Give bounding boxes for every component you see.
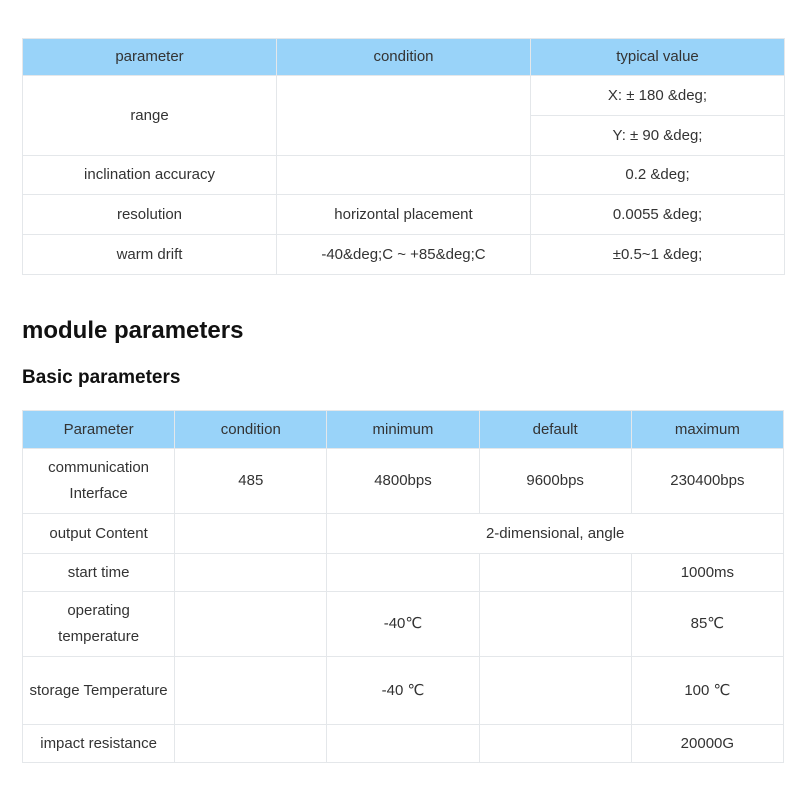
table-row <box>23 592 784 657</box>
cell-condition: -40&deg;C ~ +85&deg;C <box>277 235 531 275</box>
cell-condition <box>277 156 531 195</box>
range-x-value: X: ± 180 &deg; <box>531 76 785 116</box>
cell-default: 9600bps <box>479 449 631 514</box>
table-row <box>23 514 784 554</box>
table-row <box>23 449 784 514</box>
cell-parameter: warm drift <box>23 235 277 275</box>
cell-minimum: -40 ℃ <box>327 657 479 725</box>
table-row <box>23 657 784 725</box>
range-y-value: Y: ± 90 &deg; <box>531 116 785 156</box>
header-minimum: minimum <box>327 411 479 449</box>
cell-condition <box>175 592 327 657</box>
cell-parameter: resolution <box>23 195 277 235</box>
table-header-row <box>23 39 785 76</box>
header-parameter: Parameter <box>23 411 175 449</box>
cell-maximum: 85℃ <box>631 592 783 657</box>
table-row <box>23 76 785 116</box>
cell-parameter: start time <box>23 554 175 592</box>
cell-condition <box>175 725 327 763</box>
cell-parameter: operating temperature <box>23 592 175 657</box>
cell-default <box>479 554 631 592</box>
cell-maximum: 230400bps <box>631 449 783 514</box>
cell-parameter: inclination accuracy <box>23 156 277 195</box>
range-label: range <box>23 76 277 156</box>
header-condition: condition <box>277 39 531 76</box>
cell-default <box>479 592 631 657</box>
subsection-title: Basic parameters <box>22 367 181 388</box>
cell-condition: 485 <box>175 449 327 514</box>
cell-value: 2-dimensional, angle <box>327 514 784 554</box>
header-maximum: maximum <box>631 411 783 449</box>
cell-minimum: -40℃ <box>327 592 479 657</box>
cell-value: 0.2 &deg; <box>531 156 785 195</box>
section-title: module parameters <box>22 317 244 344</box>
cell-maximum: 1000ms <box>631 554 783 592</box>
cell-maximum: 20000G <box>631 725 783 763</box>
cell-value: 0.0055 &deg; <box>531 195 785 235</box>
header-condition: condition <box>175 411 327 449</box>
table-row <box>23 195 785 235</box>
range-condition <box>277 76 531 156</box>
cell-minimum <box>327 554 479 592</box>
cell-parameter: communication Interface <box>23 449 175 514</box>
cell-condition <box>175 554 327 592</box>
cell-default <box>479 657 631 725</box>
header-default: default <box>479 411 631 449</box>
table-row <box>23 156 785 195</box>
table-row <box>23 725 784 763</box>
cell-parameter: impact resistance <box>23 725 175 763</box>
cell-minimum <box>327 725 479 763</box>
cell-minimum: 4800bps <box>327 449 479 514</box>
cell-value: ±0.5~1 &deg; <box>531 235 785 275</box>
cell-parameter: output Content <box>23 514 175 554</box>
cell-condition <box>175 514 327 554</box>
cell-condition: horizontal placement <box>277 195 531 235</box>
cell-condition <box>175 657 327 725</box>
header-parameter: parameter <box>23 39 277 76</box>
table-row <box>23 554 784 592</box>
basic-parameters-table <box>22 410 784 763</box>
cell-parameter: storage Temperature <box>23 657 175 725</box>
accuracy-table <box>22 38 785 275</box>
header-typical-value: typical value <box>531 39 785 76</box>
table-header-row <box>23 411 784 449</box>
cell-maximum: 100 ℃ <box>631 657 783 725</box>
table-row <box>23 235 785 275</box>
cell-default <box>479 725 631 763</box>
